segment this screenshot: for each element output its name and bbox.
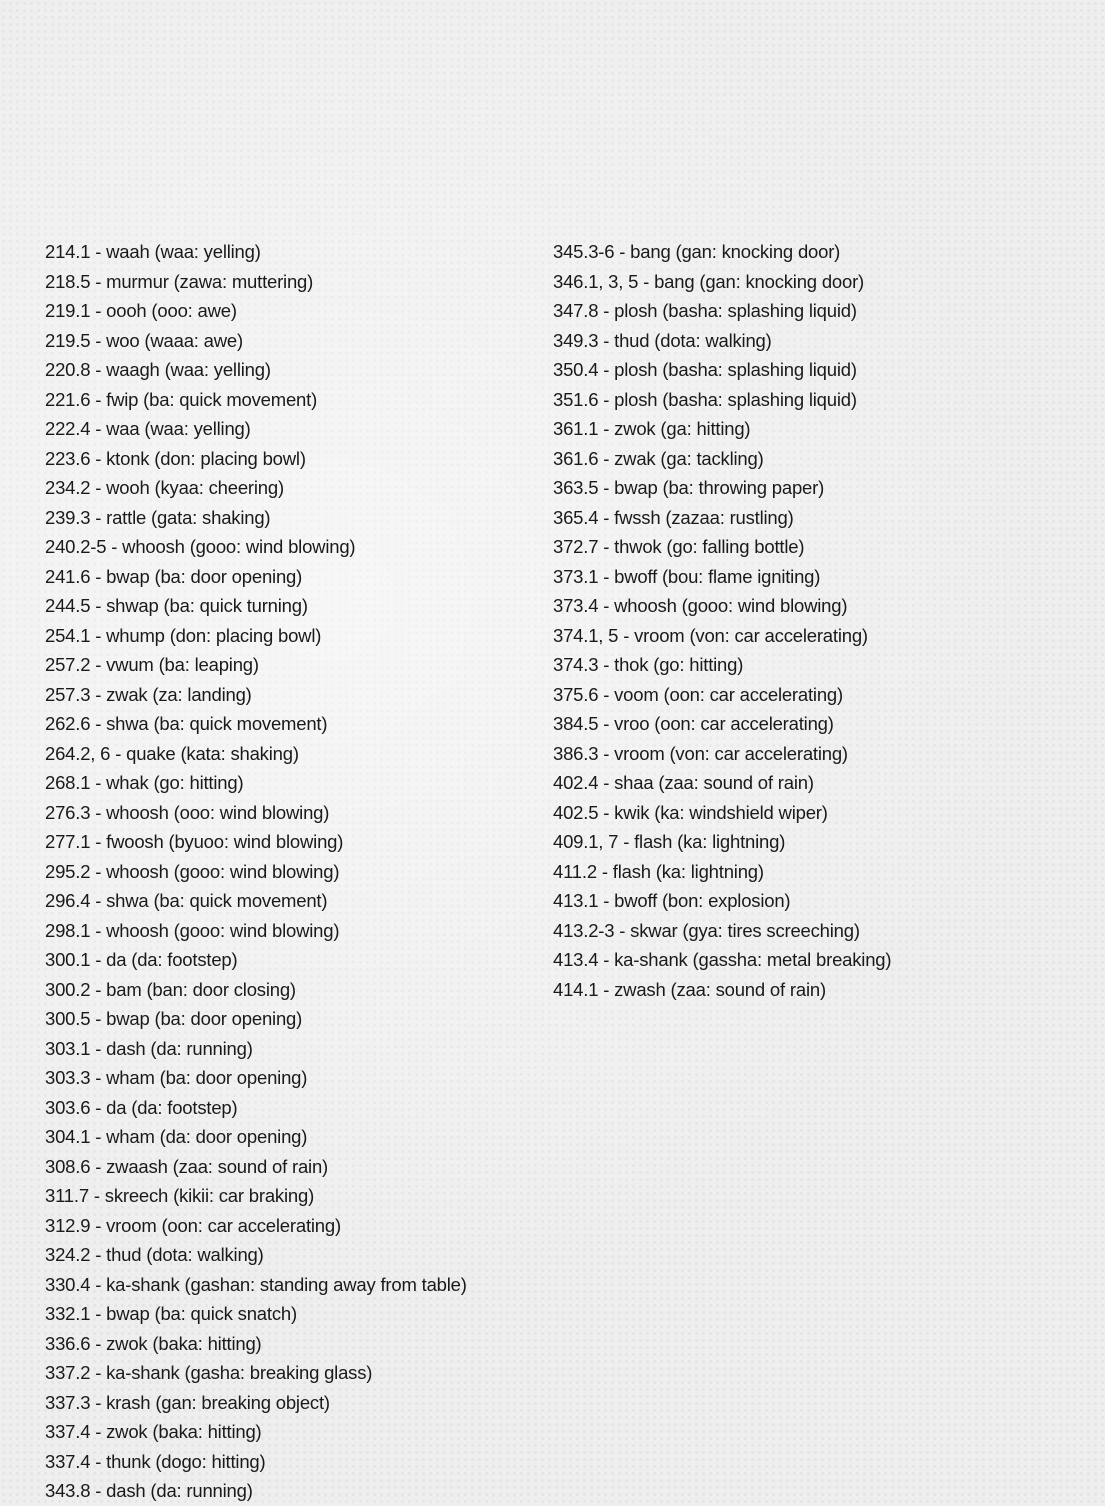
sound-effects-list-left xyxy=(45,237,535,1506)
sound-effect-entry: 264.2, 6 - quake (kata: shaking) xyxy=(45,742,299,764)
sound-effect-entry: 411.2 - flash (ka: lightning) xyxy=(553,860,764,882)
sound-effect-entry: 300.5 - bwap (ba: door opening) xyxy=(45,1008,303,1029)
sound-effect-entry: 304.1 - wham (da: door opening) xyxy=(45,1126,308,1147)
sound-effect-entry: 300.1 - da (da: footstep) xyxy=(45,949,238,970)
sound-effect-entry: 257.2 - vwum (ba: leaping) xyxy=(45,654,259,675)
sound-effect-entry: 324.2 - thud (dota: walking) xyxy=(45,1244,264,1265)
sound-effect-entry: 336.6 - zwok (baka: hitting) xyxy=(45,1332,262,1354)
sound-effect-entry: 375.6 - voom (oon: car accelerating) xyxy=(553,683,843,705)
sound-effect-entry: 337.4 - zwok (baka: hitting) xyxy=(45,1421,262,1442)
sound-effect-entry: 214.1 - waah (waa: yelling) xyxy=(45,241,261,262)
sound-effect-entry: 347.8 - plosh (basha: splashing liquid) xyxy=(553,300,857,321)
sound-effect-entry: 372.7 - thwok (go: falling bottle) xyxy=(553,536,805,557)
sound-effect-entry: 276.3 - whoosh (ooo: wind blowing) xyxy=(45,801,330,823)
sound-effect-entry: 386.3 - vroom (von: car accelerating) xyxy=(553,742,848,764)
sound-effect-entry: 239.3 - rattle (gata: shaking) xyxy=(45,506,271,528)
sound-effect-entry: 350.4 - plosh (basha: splashing liquid) xyxy=(553,359,857,380)
sound-effect-entry: 277.1 - fwoosh (byuoo: wind blowing) xyxy=(45,831,344,852)
sound-effect-entry: 349.3 - thud (dota: walking) xyxy=(553,329,772,351)
sound-effect-entry: 402.5 - kwik (ka: windshield wiper) xyxy=(553,801,828,823)
sound-effect-entry: 262.6 - shwa (ba: quick movement) xyxy=(45,713,328,734)
sound-effect-entry: 240.2-5 - whoosh (gooo: wind blowing) xyxy=(45,536,356,557)
sound-effect-entry: 298.1 - whoosh (gooo: wind blowing) xyxy=(45,919,340,941)
sound-effect-entry: 413.1 - bwoff (bon: explosion) xyxy=(553,890,791,911)
sound-effect-entry: 361.1 - zwok (ga: hitting) xyxy=(553,418,751,439)
sound-effect-entry: 241.6 - bwap (ba: door opening) xyxy=(45,565,303,587)
sound-effect-entry: 413.2-3 - skwar (gya: tires screeching) xyxy=(553,919,860,941)
sound-effect-entry: 308.6 - zwaash (zaa: sound of rain) xyxy=(45,1155,328,1177)
sound-effect-entry: 373.4 - whoosh (gooo: wind blowing) xyxy=(553,595,848,616)
sound-effect-entry: 337.2 - ka-shank (gasha: breaking glass) xyxy=(45,1362,373,1383)
sound-effect-entry: 221.6 - fwip (ba: quick movement) xyxy=(45,388,318,410)
sound-effect-entry: 330.4 - ka-shank (gashan: standing away from table) xyxy=(45,1273,467,1295)
sound-effect-entry: 373.1 - bwoff (bou: flame igniting) xyxy=(553,565,821,587)
sound-effects-list-right xyxy=(553,237,1093,1004)
sound-effect-entry: 295.2 - whoosh (gooo: wind blowing) xyxy=(45,860,340,882)
sound-effect-entry: 361.6 - zwak (ga: tackling) xyxy=(553,447,764,469)
sound-effect-entry: 413.4 - ka-shank (gassha: metal breaking) xyxy=(553,949,892,970)
sound-effect-entry: 346.1, 3, 5 - bang (gan: knocking door) xyxy=(553,270,865,292)
sound-effect-entry: 218.5 - murmur (zawa: muttering) xyxy=(45,270,314,292)
sound-effect-entry: 337.4 - thunk (dogo: hitting) xyxy=(45,1450,266,1472)
sound-effect-entry: 222.4 - waa (waa: yelling) xyxy=(45,418,251,439)
sound-effect-entry: 220.8 - waagh (waa: yelling) xyxy=(45,359,271,380)
sound-effect-entry: 303.1 - dash (da: running) xyxy=(45,1037,253,1059)
sound-effect-entry: 303.6 - da (da: footstep) xyxy=(45,1096,238,1118)
sound-effect-entry: 296.4 - shwa (ba: quick movement) xyxy=(45,890,328,911)
sound-effect-entry: 223.6 - ktonk (don: placing bowl) xyxy=(45,447,306,469)
sound-effect-entry: 409.1, 7 - flash (ka: lightning) xyxy=(553,831,786,852)
sound-effect-entry: 414.1 - zwash (zaa: sound of rain) xyxy=(553,978,826,1000)
sound-effect-entry: 234.2 - wooh (kyaa: cheering) xyxy=(45,477,284,498)
sound-effect-entry: 254.1 - whump (don: placing bowl) xyxy=(45,624,322,646)
sound-effect-entry: 343.8 - dash (da: running) xyxy=(45,1480,253,1501)
sound-effect-entry: 374.1, 5 - vroom (von: car accelerating) xyxy=(553,624,868,646)
sound-effect-entry: 312.9 - vroom (oon: car accelerating) xyxy=(45,1214,341,1236)
sound-effect-entry: 300.2 - bam (ban: door closing) xyxy=(45,978,296,1000)
sound-effect-entry: 374.3 - thok (go: hitting) xyxy=(553,654,744,675)
sound-effect-entry: 219.1 - oooh (ooo: awe) xyxy=(45,300,237,321)
sound-effect-entry: 257.3 - zwak (za: landing) xyxy=(45,683,252,705)
sound-effect-entry: 365.4 - fwssh (zazaa: rustling) xyxy=(553,506,794,528)
sound-effect-entry: 351.6 - plosh (basha: splashing liquid) xyxy=(553,388,857,410)
sound-effect-entry: 402.4 - shaa (zaa: sound of rain) xyxy=(553,772,814,793)
sound-effect-entry: 345.3-6 - bang (gan: knocking door) xyxy=(553,241,841,262)
sound-effect-entry: 337.3 - krash (gan: breaking object) xyxy=(45,1391,330,1413)
sound-effect-entry: 244.5 - shwap (ba: quick turning) xyxy=(45,595,308,616)
sound-effect-entry: 332.1 - bwap (ba: quick snatch) xyxy=(45,1303,297,1324)
sound-effect-entry: 219.5 - woo (waaa: awe) xyxy=(45,329,243,351)
sound-effect-entry: 363.5 - bwap (ba: throwing paper) xyxy=(553,477,825,498)
sound-effect-entry: 311.7 - skreech (kikii: car braking) xyxy=(45,1185,315,1206)
sound-effect-entry: 384.5 - vroo (oon: car accelerating) xyxy=(553,713,834,734)
sound-effect-entry: 303.3 - wham (ba: door opening) xyxy=(45,1067,308,1088)
sound-effect-entry: 268.1 - whak (go: hitting) xyxy=(45,772,244,793)
